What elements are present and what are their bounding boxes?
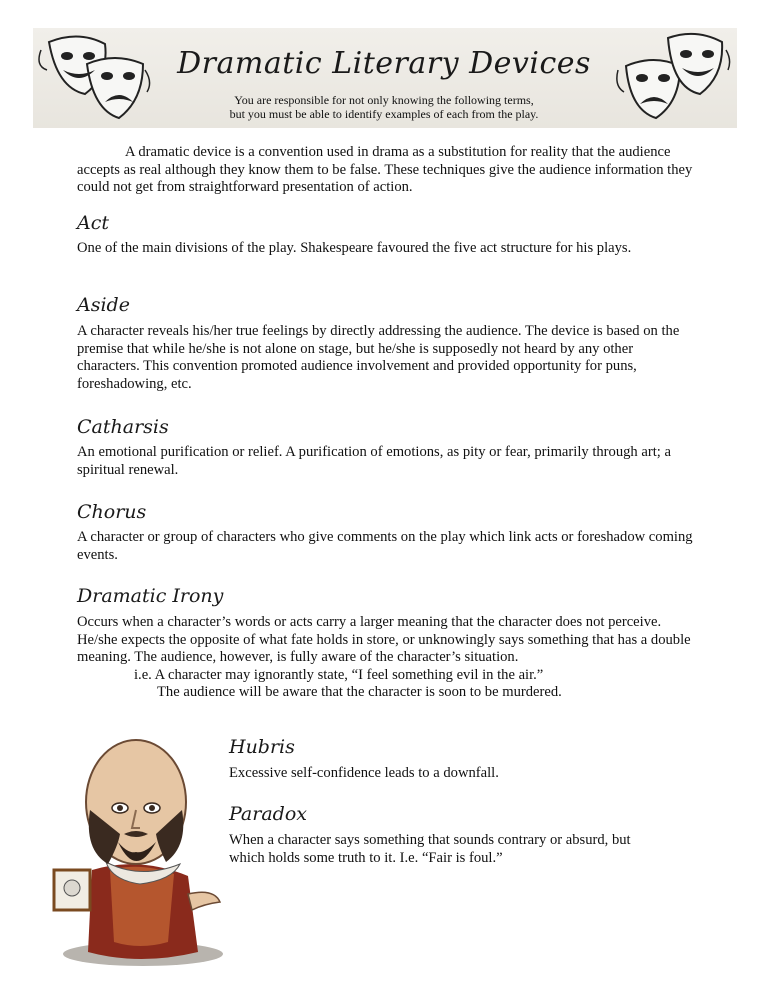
intro-paragraph: [77, 144, 697, 197]
term-definition: When a character says something that sounds contrary or absurd, but which holds some truth to it. I.e. “Fair is foul.”: [229, 832, 631, 866]
example-line: i.e. A character may ignorantly state, “I feel something evil in the air.”: [134, 666, 544, 683]
term-heading: Chorus: [77, 501, 147, 523]
subtitle-line: You are responsible for not only knowing the following terms,: [234, 93, 534, 107]
term-heading: Catharsis: [77, 416, 169, 438]
term-definition: One of the main divisions of the play. Shakespeare favoured the five act structure for his plays.: [77, 240, 632, 256]
term-heading: Hubris: [229, 736, 295, 758]
term-definition: A character or group of characters who give comments on the play which link acts or foreshadow coming events.: [77, 529, 693, 563]
term-definition: Excessive self-confidence leads to a downfall.: [229, 765, 499, 781]
term-heading: Act: [77, 212, 109, 234]
intro-text: A dramatic device is a convention used in drama as a substitution for reality that the audience accepts as real although they know them to be false. These techniques give the audience information they could not get from straightforward presentation of action.: [77, 144, 693, 195]
definition-text: Occurs when a character’s words or acts carry a larger meaning that the character does not perceive. He/she expects the opposite of what fate holds in store, or unknowingly says something that has a double meaning. The audience, however, is fully aware of the character’s situation.: [77, 614, 691, 665]
page-title: Dramatic Literary Devices: [177, 46, 591, 81]
subtitle-line: but you must be able to identify examples of each from the play.: [229, 107, 539, 121]
theatre-masks-icon: [35, 30, 155, 126]
term-heading: Paradox: [229, 803, 307, 825]
shakespeare-caricature-image: [48, 730, 228, 970]
term-definition: An emotional purification or relief. A purification of emotions, as pity or fear, primarily through art; a spiritual renewal.: [77, 444, 671, 478]
term-heading: Dramatic Irony: [77, 585, 224, 607]
page-subtitle: [180, 93, 588, 121]
example-line: The audience will be aware that the character is soon to be murdered.: [157, 684, 562, 700]
term-definition: A character reveals his/her true feelings by directly addressing the audience. The device is based on the premise that while he/she is not alone on stage, but he/she is supposedly not heard by any other characters. This convention promoted audience involvement and provided opportunity for puns, foreshadowing, etc.: [77, 323, 680, 392]
theatre-masks-icon: [614, 30, 734, 126]
term-heading: Aside: [77, 294, 130, 316]
term-definition: [77, 614, 697, 702]
